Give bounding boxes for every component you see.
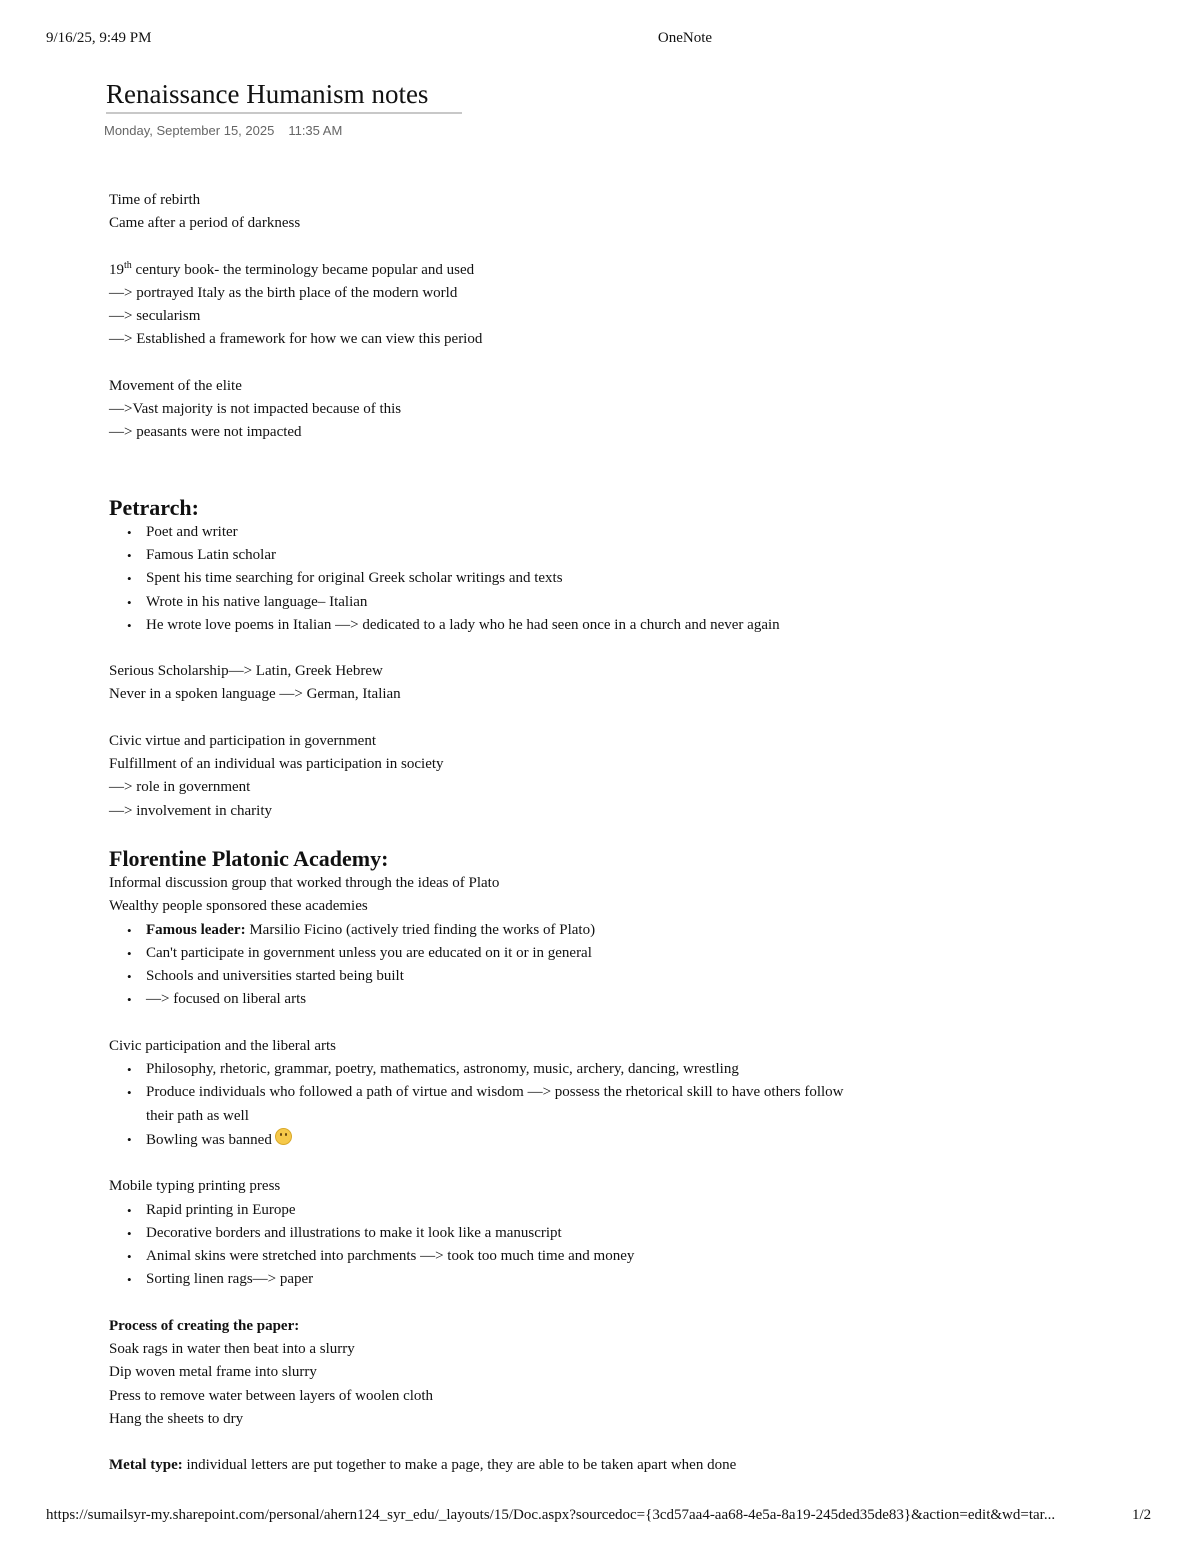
page-timestamp [104,123,342,138]
text-line: Came after a period of darkness [109,215,301,232]
petrarch-list [109,521,1089,637]
section-heading-petrarch: Petrarch: [109,494,199,520]
print-page-number: 1/2 [1132,1507,1152,1523]
text-line: —> role in government [109,779,251,796]
text-line: Soak rags in water then beat into a slurry [109,1340,355,1357]
page-time: 11:35 AM [288,123,343,138]
list-item [109,1128,1089,1152]
spacer [109,1152,1089,1175]
text-line: —> peasants were not impacted [109,424,302,441]
press-list [109,1199,1089,1292]
spacer [109,1431,1089,1454]
list-item: • He wrote love poems in Italian —> dedicated to a lady who he had seen once in a church and never again [109,614,1089,637]
print-url: https://sumailsyr-my.sharepoint.com/personal/ahern124_syr_edu/_layouts/15/Doc.aspx?sourcedoc={3cd57aa4-aa68-4e5a-8a19-245ded35de83}&action=edit&wd=tar... [46,1507,1056,1523]
text-line: Civic participation and the liberal arts [109,1037,337,1054]
list-item: • —> focused on liberal arts [109,988,1089,1011]
text-line: Mobile typing printing press [109,1178,281,1195]
text-line [109,259,1089,282]
text-line: —> Established a framework for how we can view this period [109,331,483,348]
spacer [109,1292,1089,1315]
spacer [109,707,1089,730]
text-line: —> portrayed Italy as the birth place of the modern world [109,284,458,301]
leader-text: Marsilio Ficino (actively tried finding the works of Plato) [245,921,596,938]
spacer [109,236,1089,259]
list-item: • Famous Latin scholar [109,544,1089,567]
text-line: Hang the sheets to dry [109,1410,244,1427]
spacer [109,1012,1089,1035]
page-title-container[interactable] [106,78,462,114]
academy-list [109,919,1089,1012]
list-item: • Can't participate in government unless you are educated on it or in general [109,942,1089,965]
text-line: Never in a spoken language —> German, Italian [109,686,401,703]
text-line: Fulfillment of an individual was participation in society [109,756,444,773]
bold-label: Metal type: [109,1457,183,1474]
list-item: • Poet and writer [109,521,1089,544]
metal-text: individual letters are put together to make a page, they are able to be taken apart when done [182,1457,737,1474]
text-line [109,1315,1089,1338]
list-item-text: Bowling was banned [146,1131,272,1148]
bold-heading: Process of creating the paper: [109,1317,300,1334]
list-item: • Spent his time searching for original Greek scholar writings and texts [109,567,1089,590]
text-line: Informal discussion group that worked through the ideas of Plato [109,874,500,891]
text-line [109,1454,1089,1477]
text-line: —> involvement in charity [109,802,273,819]
print-app-name: OneNote [657,30,713,46]
text-line: Press to remove water between layers of woolen cloth [109,1387,434,1404]
bold-label: Famous leader: [146,921,246,938]
text-line: —> secularism [109,308,201,325]
list-item: • Sorting linen rags—> paper [109,1268,1089,1291]
list-item: • Rapid printing in Europe [109,1199,1089,1222]
spacer [109,352,1089,375]
print-datetime: 9/16/25, 9:49 PM [46,30,152,46]
text-line: Movement of the elite [109,377,242,394]
spacer [109,637,1089,660]
note-content[interactable] [109,189,1089,1477]
list-item: • Schools and universities started being built [109,965,1089,988]
text-line: Serious Scholarship—> Latin, Greek Hebrew [109,663,383,680]
page-title[interactable]: Renaissance Humanism notes [106,79,429,109]
spacer [109,823,1089,846]
list-item [109,919,1089,942]
list-item: • Produce individuals who followed a path of virtue and wisdom —> possess the rhetorical skill to have others follow their path as well [109,1081,846,1128]
text-line: Civic virtue and participation in government [109,732,377,749]
century-text: century book- the terminology became popular and used [131,261,475,278]
text-line: Wealthy people sponsored these academies [109,898,368,915]
list-item: • Animal skins were stretched into parchments —> took too much time and money [109,1245,1089,1268]
century-number: 19 [109,261,124,278]
text-line: Dip woven metal frame into slurry [109,1364,317,1381]
text-line: —>Vast majority is not impacted because of this [109,401,402,418]
page-date: Monday, September 15, 2025 [104,123,275,138]
list-item: • Wrote in his native language– Italian [109,591,1089,614]
section-heading-academy: Florentine Platonic Academy: [109,845,389,871]
list-item: • Decorative borders and illustrations to make it look like a manuscript [109,1222,1089,1245]
grimace-emoji-icon [275,1128,292,1145]
spacer [109,445,1089,495]
liberal-arts-list [109,1058,1089,1152]
superscript: th [124,259,132,271]
text-line: Time of rebirth [109,192,201,208]
list-item: • Philosophy, rhetoric, grammar, poetry, mathematics, astronomy, music, archery, dancing, wrestling [109,1058,1089,1081]
